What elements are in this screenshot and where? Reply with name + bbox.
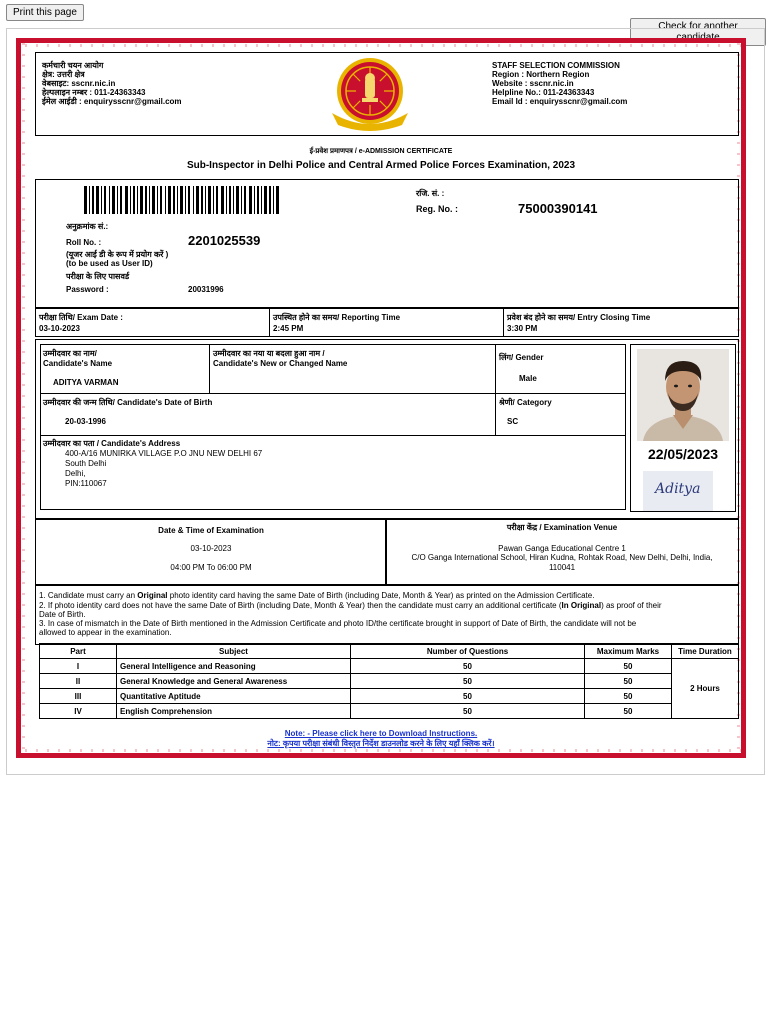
gender-label: लिंग/ Gender (499, 353, 544, 362)
table-header-row (40, 644, 739, 659)
candidate-name-value: ADITYA VARMAN (53, 378, 119, 387)
note-link-hindi-wrapper (21, 739, 741, 749)
subject-cell: Quantitative Aptitude (117, 689, 351, 704)
header-right-line2: Region : Northern Region (492, 70, 590, 79)
gender-value: Male (519, 374, 537, 383)
exam-venue-line2: C/O Ganga International School, Hiran Kudna, Rohtak Road, New Delhi, Delhi, India, (411, 553, 713, 562)
signature-text: Aditya (655, 481, 701, 497)
table-row (40, 674, 739, 689)
instruction-2-cont: Date of Birth. (39, 610, 86, 619)
part-cell: IV (40, 704, 117, 719)
new-name-label-hindi: उम्मीदवार का नया या बदला हुआ नाम / (213, 349, 325, 358)
subject-cell: English Comprehension (117, 704, 351, 719)
marks-cell: 50 (585, 659, 672, 674)
marks-cell: 50 (585, 674, 672, 689)
signature-image (643, 471, 713, 511)
questions-cell: 50 (351, 704, 585, 719)
col-header-subject: Subject (117, 644, 351, 659)
questions-cell: 50 (351, 659, 585, 674)
address-line1: 400-A/16 MUNIRKA VILLAGE P.O JNU NEW DELHI 67 (65, 449, 263, 458)
user-id-note-hindi: (यूजर आई डी के रूप में प्रयोग करें ) (66, 250, 169, 259)
roll-no-label-hindi: अनुक्रमांक सं.: (66, 222, 109, 231)
col-header-duration: Time Duration (672, 644, 739, 659)
exam-datetime-box (35, 519, 387, 585)
marks-cell: 50 (585, 704, 672, 719)
reporting-time-label: उपस्थित होने का समय/ Reporting Time (273, 313, 401, 322)
exam-datetime-time: 04:00 PM To 06:00 PM (170, 563, 252, 572)
reg-no-label: Reg. No. : (416, 204, 458, 214)
address-line3: Delhi, (65, 469, 86, 478)
questions-cell: 50 (351, 689, 585, 704)
new-name-label: Candidate's New or Changed Name (213, 359, 348, 368)
photo-box (630, 344, 736, 512)
roll-no-value: 2201025539 (188, 233, 261, 248)
category-value: SC (507, 417, 519, 426)
table-row (40, 689, 739, 704)
header-left-line5: ईमेल आईडी : enquiryssсnr@gmail.com (42, 97, 182, 106)
barcode (84, 186, 282, 214)
category-label: श्रेणी/ Category (499, 398, 552, 407)
part-cell: II (40, 674, 117, 689)
address-line4: PIN:110067 (65, 479, 107, 488)
col-header-questions: Number of Questions (351, 644, 585, 659)
entry-closing-value: 3:30 PM (507, 324, 538, 333)
print-page-button[interactable]: Print this page (6, 4, 84, 21)
address-line2: South Delhi (65, 459, 107, 468)
instruction-3-cont: allowed to appear in the examination. (39, 628, 172, 637)
exam-venue-box (385, 519, 739, 585)
reg-no-label-hindi: रजि. सं. : (416, 189, 445, 198)
candidate-name-label: Candidate's Name (43, 359, 113, 368)
candidate-name-label-hindi: उम्मीदवार का नाम/ (43, 349, 97, 358)
exam-date-label: परीक्षा तिथि/ Exam Date : (39, 313, 123, 322)
certificate-subtitle: ई-प्रवेश प्रमाणपत्र / e-ADMISSION CERTIFICATE (309, 148, 453, 155)
header-right-line5: Email Id : enquiryssсnr@gmail.com (492, 97, 628, 106)
questions-cell: 50 (351, 674, 585, 689)
header-right-line3: Website : sscnr.nic.in (492, 79, 574, 88)
candidate-section (35, 339, 739, 519)
reporting-time-value: 2:45 PM (273, 324, 304, 333)
marks-cell: 50 (585, 689, 672, 704)
header-left-line2: क्षेत्र: उत्तरी क्षेत्र (42, 70, 85, 79)
col-header-marks: Maximum Marks (585, 644, 672, 659)
header-right-line4: Helpline No.: 011-24363343 (492, 88, 595, 97)
header-left-line4: हेल्पलाइन नम्बर : 011-24363343 (42, 88, 146, 97)
duration-cell: 2 Hours (672, 659, 739, 719)
instruction-2: 2. If photo identity card does not have the same Date of Birth (including Date, Month & Year) then the candidate must carry an additional certificate (In Original) as proof of their (39, 601, 662, 610)
header-left-line3: वेबसाइट: sscnr.nic.in (42, 79, 116, 88)
subject-table (39, 643, 739, 719)
admission-certificate (16, 38, 746, 758)
decorative-border-bottom (21, 749, 741, 752)
instructions-box (35, 585, 739, 645)
part-cell: III (40, 689, 117, 704)
exam-venue-label: परीक्षा केंद्र / Examination Venue (506, 523, 618, 532)
dob-label: उम्मीदवार की जन्म तिथि/ Candidate's Date of Birth (43, 398, 213, 407)
exam-venue-line3: 110041 (548, 563, 576, 572)
note-link-wrapper (21, 729, 741, 739)
exam-venue-line1: Pawan Ganga Educational Centre 1 (498, 544, 626, 553)
decorative-border-top (21, 44, 741, 47)
reg-no-value: 75000390141 (518, 201, 598, 216)
entry-closing-label: प्रवेश बंद होने का समय/ Entry Closing Time (507, 313, 651, 322)
download-instructions-link-hindi[interactable]: नोट: कृपया परीक्षा संबंधी विस्तृत निर्देश डाउनलोड करने के लिए यहाँ क्लिक करें। (267, 739, 495, 748)
instruction-3: 3. In case of mismatch in the Date of Birth mentioned in the Admission Certificate and photo ID/the certificate brought in support of Date of Birth, the candidate will not be (39, 619, 637, 628)
password-label: Password : (66, 285, 109, 294)
exam-date-cell (35, 307, 270, 337)
download-instructions-link[interactable]: Note: - Please click here to Download Instructions. (284, 729, 478, 738)
table-row (40, 659, 739, 674)
user-id-note: (to be used as User ID) (66, 259, 153, 268)
exam-date-value: 03-10-2023 (39, 324, 80, 333)
check-another-candidate-button[interactable]: Check for another (630, 18, 766, 46)
header-right-line1: STAFF SELECTION COMMISSION (492, 61, 620, 70)
dob-value: 20-03-1996 (65, 417, 106, 426)
candidate-details-box (40, 344, 626, 510)
roll-no-label: Roll No. : (66, 238, 102, 247)
exam-datetime-date: 03-10-2023 (190, 544, 232, 553)
table-row (40, 704, 739, 719)
col-header-part: Part (40, 644, 117, 659)
ids-box (35, 179, 739, 309)
exam-title: Sub-Inspector in Delhi Police and Central Armed Police Forces Examination, 2023 (186, 160, 576, 171)
password-value: 20031996 (188, 285, 224, 294)
entry-closing-cell (503, 307, 739, 337)
exam-datetime-label: Date & Time of Examination (158, 526, 264, 535)
header-left-line1: कर्मचारी चयन आयोग (42, 61, 104, 70)
part-cell: I (40, 659, 117, 674)
reporting-time-cell (269, 307, 504, 337)
photo-date: 22/05/2023 (647, 446, 719, 462)
subject-cell: General Knowledge and General Awareness (117, 674, 351, 689)
candidate-photo (637, 349, 729, 441)
header-box (35, 52, 739, 136)
ssc-emblem-logo (326, 55, 414, 131)
address-label: उम्मीदवार का पता / Candidate's Address (43, 439, 181, 448)
instruction-1: 1. Candidate must carry an Original photo identity card having the same Date of Birth (including Date, Month & Year) as printed on the Admission Certificate. (39, 591, 595, 600)
password-label-hindi: परीक्षा के लिए पासवर्ड (66, 272, 130, 281)
subject-cell: General Intelligence and Reasoning (117, 659, 351, 674)
